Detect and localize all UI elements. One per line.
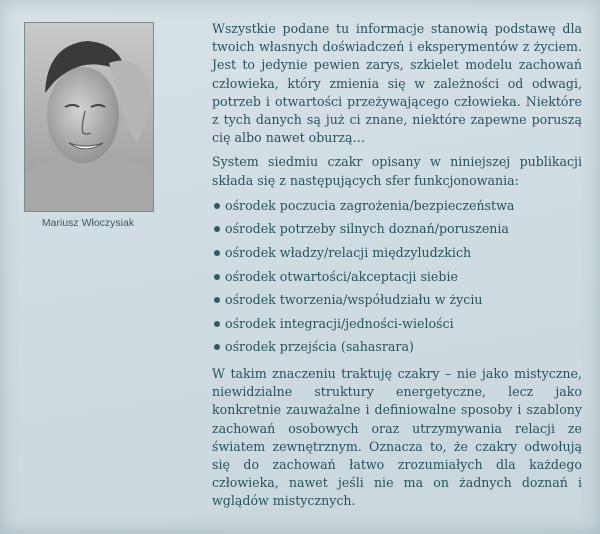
closing-paragraph: W takim znaczeniu traktuję czakry – nie jako mistyczne, niewidzialne struktury energetyczne, lecz jako konkretnie zauważalne i definiowalne sposoby i szablony zachowań osobowych oraz utrzymywania relacji ze światem zewnętrznym. Oznacza to, że czakry odwołują się do zachowań łatwo zrozumiałych dla każdego człowieka, nawet jeśli nie ma on żadnych doznań i wglądów mistycznych. [212,365,582,509]
list-item: ośrodek integracji/jedności-wielości [212,312,582,336]
list-item: ośrodek potrzeby silnych doznań/poruszenia [212,217,582,241]
bullet-icon [214,203,220,209]
intro-paragraph: Wszystkie podane tu informacje stanowią podstawę dla twoich własnych doświadczeń i eksperymentów z życiem. Jest to jedynie pewien zarys, szkielet modelu zachowań człowieka, który zmienia się w zależności od odwagi, potrzeb i otwartości przeżywającego człowieka. Niektóre z tych danych są już ci znane, niektóre zapewne poruszą cię albo nawet oburzą… [212,21,582,146]
author-photo [24,22,154,212]
list-item: ośrodek poczucia zagrożenia/bezpieczeństwa [212,194,582,218]
chakra-list [212,194,582,359]
bullet-icon [214,226,220,232]
bullet-icon [214,344,220,350]
list-item: ośrodek otwartości/akceptacji siebie [212,265,582,289]
system-paragraph: System siedmiu czakr opisany w niniejszej publikacji składa się z następujących sfer funkcjonowania: [212,154,582,188]
bullet-icon [214,250,220,256]
list-item: ośrodek tworzenia/współudziału w życiu [212,288,582,312]
bullet-icon [214,274,220,280]
bullet-icon [214,297,220,303]
description-text [212,20,582,511]
bullet-icon [214,321,220,327]
portrait-photo-icon [25,23,153,211]
list-item: ośrodek władzy/relacji międzyludzkich [212,241,582,265]
author-caption: Mariusz Włoczysiak [41,217,135,229]
list-item: ośrodek przejścia (sahasrara) [212,335,582,359]
